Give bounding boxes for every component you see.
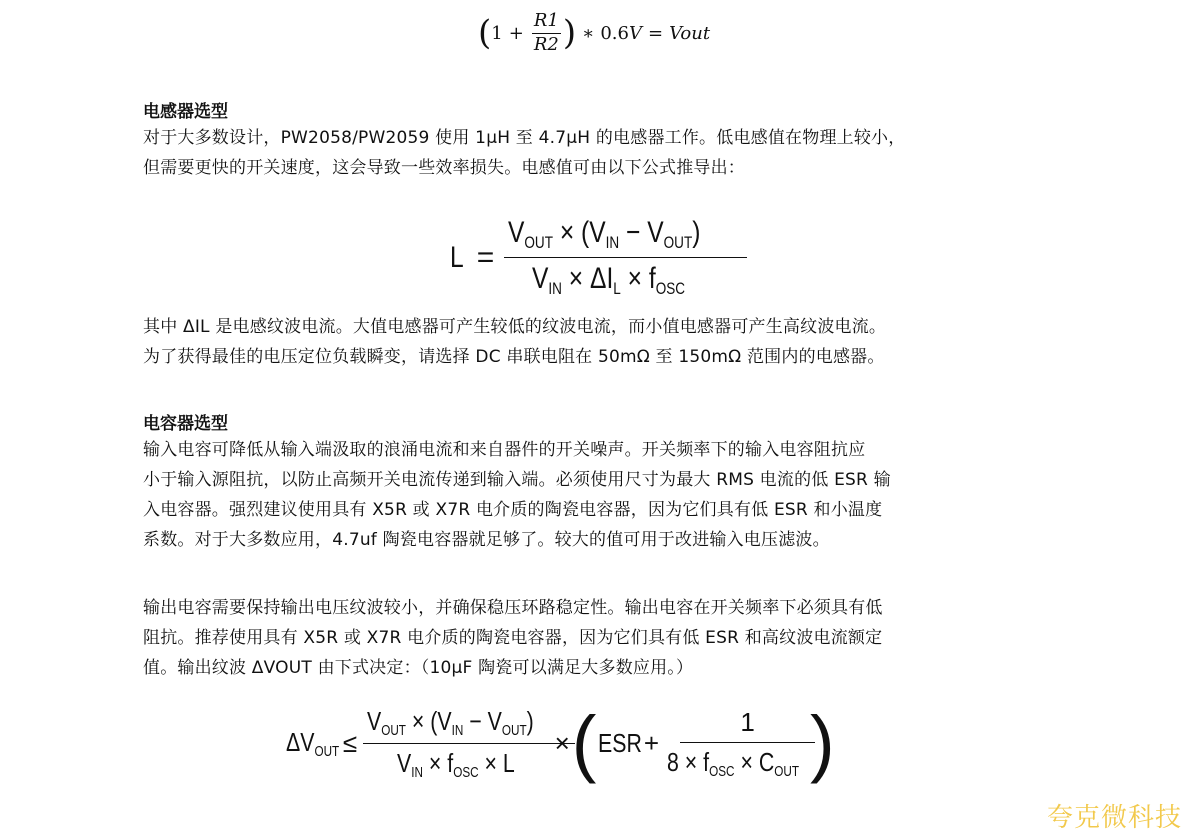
eq1-fraction xyxy=(532,9,561,55)
inductance-formula xyxy=(450,210,720,305)
inductor-line-1: 对于大多数设计，PW2058/PW2059 使用 1μH 至 4.7μH 的电感器工作。低电感值在物理上较小， xyxy=(143,128,906,148)
inductance-num-out2: OUT xyxy=(663,234,693,252)
ripple-lhs xyxy=(286,727,339,760)
capacitor-line-3: 入电容器。强烈建议使用具有 X5R 或 X7R 电介质的陶瓷电容器，因为它们具有低 ESR 和小温度 xyxy=(143,500,883,520)
inductance-lhs: L xyxy=(450,240,464,274)
ripple-n-minus: − xyxy=(469,705,482,736)
inductance-den-delta: Δ xyxy=(590,262,607,295)
inductance-num-v: V xyxy=(508,216,525,250)
output-line-2: 阻抗。推荐使用具有 X5R 或 X7R 电介质的陶瓷电容器，因为它们具有低 ESR 和高纹波电流额定 xyxy=(143,628,883,648)
ripple-f-out: OUT xyxy=(774,763,800,780)
ripple-denominator xyxy=(393,744,545,781)
ripple-f-times: × xyxy=(684,746,698,777)
ripple-d-v: V xyxy=(397,747,412,778)
ripple-close-paren: ) xyxy=(810,701,835,784)
inductance-num-vout: V xyxy=(647,216,664,250)
inductance-den-in: IN xyxy=(548,279,563,298)
ripple-f-8: 8 xyxy=(667,746,679,777)
ripple-inner-fraction xyxy=(663,707,832,780)
ripple-d-times: × xyxy=(428,747,442,778)
eq1-numerator: R1 xyxy=(532,12,561,34)
ripple-esr: ESR xyxy=(598,727,643,758)
inductance-num-times: × xyxy=(560,216,575,250)
ripple-n-v: V xyxy=(367,705,382,736)
eq1-plus: + xyxy=(508,22,524,44)
ripple-f-osc: OSC xyxy=(709,763,735,780)
ripple-inner-numerator: 1 xyxy=(680,707,814,743)
inductor-ripple-paragraph xyxy=(143,312,1038,372)
inductance-numerator xyxy=(504,216,747,258)
ripple-plus: + xyxy=(643,727,660,758)
ripple-n-v3: V xyxy=(487,705,503,736)
inductor-line-2: 但需要更快的开关速度，这会导致一些效率损失。电感值可由以下公式推导出： xyxy=(143,158,745,178)
capacitor-line-1: 输入电容可降低从输入端汲取的浪涌电流和来自器件的开关噪声。开关频率下的输入电容阻抗应 xyxy=(143,440,866,460)
ripple-n-out: OUT xyxy=(381,722,407,739)
ripple-f-c: C xyxy=(758,746,775,777)
ripple-lhs-delta: ΔV xyxy=(286,726,315,757)
output-line-1: 输出电容需要保持输出电压纹波较小，并确保稳压环路稳定性。输出电容在开关频率下必须具有低 xyxy=(143,598,883,618)
ripple-le: ≤ xyxy=(342,727,358,758)
inductance-den-i: I xyxy=(606,262,614,295)
ripple-f-times2: × xyxy=(740,746,753,777)
capacitor-line-4: 系数。对于大多数应用，4.7uf 陶瓷电容器就足够了。较大的值可用于改进输入电压滤波。 xyxy=(143,530,830,550)
inductance-num-in: IN xyxy=(605,234,620,252)
inductance-den-times: × xyxy=(569,262,584,295)
output-line-3: 值。输出纹波 ΔVOUT 由下式决定：（10μF 陶瓷可以满足大多数应用。） xyxy=(143,658,694,678)
ripple-n-open: ( xyxy=(430,705,438,736)
ripple-numerator xyxy=(363,706,574,744)
eq1-close-paren: ) xyxy=(562,13,577,53)
inductance-den-l: L xyxy=(613,279,622,298)
inductance-equals: = xyxy=(476,240,495,274)
inductance-num-open: ( xyxy=(581,216,590,250)
output-capacitor-paragraph xyxy=(143,593,1038,683)
eq1-unit: V xyxy=(628,22,642,44)
eq1-rhs: Vout xyxy=(669,22,711,44)
ripple-d-in: IN xyxy=(411,764,424,781)
ripple-d-osc: OSC xyxy=(453,764,479,781)
inductance-den-v: V xyxy=(532,262,549,295)
ripple-d-f: f xyxy=(447,747,454,778)
ripple-lhs-out: OUT xyxy=(314,743,340,760)
capacitor-heading: 电容器选型 xyxy=(143,414,228,434)
vout-equation xyxy=(478,6,710,60)
inductance-num-close: ) xyxy=(692,216,701,250)
ripple-formula xyxy=(286,700,837,786)
capacitor-line-2: 小于输入源阻抗，以防止高频开关电流传递到输入端。必须使用尺寸为最大 RMS 电流的低 ESR 输 xyxy=(143,470,891,490)
inductor-after-line-1: 其中 ΔIL 是电感纹波电流。大值电感器可产生较低的纹波电流，而小值电感器可产生高纹波电流。 xyxy=(143,317,887,337)
watermark-text: 夸克微科技 xyxy=(1046,803,1182,833)
ripple-fraction xyxy=(363,706,574,781)
inductance-num-vin: V xyxy=(589,216,606,250)
ripple-d-times2: × xyxy=(484,747,498,778)
inductance-num-minus: − xyxy=(626,216,641,250)
ripple-inner-denominator xyxy=(663,743,832,780)
inductance-den-osc: OSC xyxy=(655,279,686,298)
eq1-denominator: R2 xyxy=(533,33,559,55)
ripple-f-f: f xyxy=(703,746,710,777)
ripple-d-l: L xyxy=(502,747,515,778)
inductor-after-line-2: 为了获得最佳的电压定位负载瞬变，请选择 DC 串联电阻在 50mΩ 至 150mΩ 范围内的电感器。 xyxy=(143,347,885,367)
eq1-times: ∗ xyxy=(582,22,595,44)
ripple-n-v2: V xyxy=(437,705,452,736)
inductance-den-times2: × xyxy=(627,262,643,295)
inductance-fraction xyxy=(504,216,747,299)
ripple-times: × xyxy=(554,727,570,758)
inductor-heading: 电感器选型 xyxy=(143,102,228,122)
inductance-denominator xyxy=(528,258,723,299)
ripple-n-close: ) xyxy=(526,705,534,736)
eq1-value: 0.6 xyxy=(600,22,629,44)
inductance-num-out: OUT xyxy=(524,234,554,252)
eq1-open-paren: ( xyxy=(478,13,492,53)
input-capacitor-paragraph xyxy=(143,435,1038,555)
eq1-equals: = xyxy=(647,22,664,44)
eq1-one: 1 xyxy=(491,22,503,44)
inductance-den-f: f xyxy=(649,262,656,295)
ripple-n-in: IN xyxy=(451,722,464,739)
ripple-n-out2: OUT xyxy=(502,722,527,739)
ripple-open-paren: ( xyxy=(571,701,597,784)
inductor-paragraph xyxy=(143,123,1038,183)
ripple-n-times: × xyxy=(412,705,425,736)
